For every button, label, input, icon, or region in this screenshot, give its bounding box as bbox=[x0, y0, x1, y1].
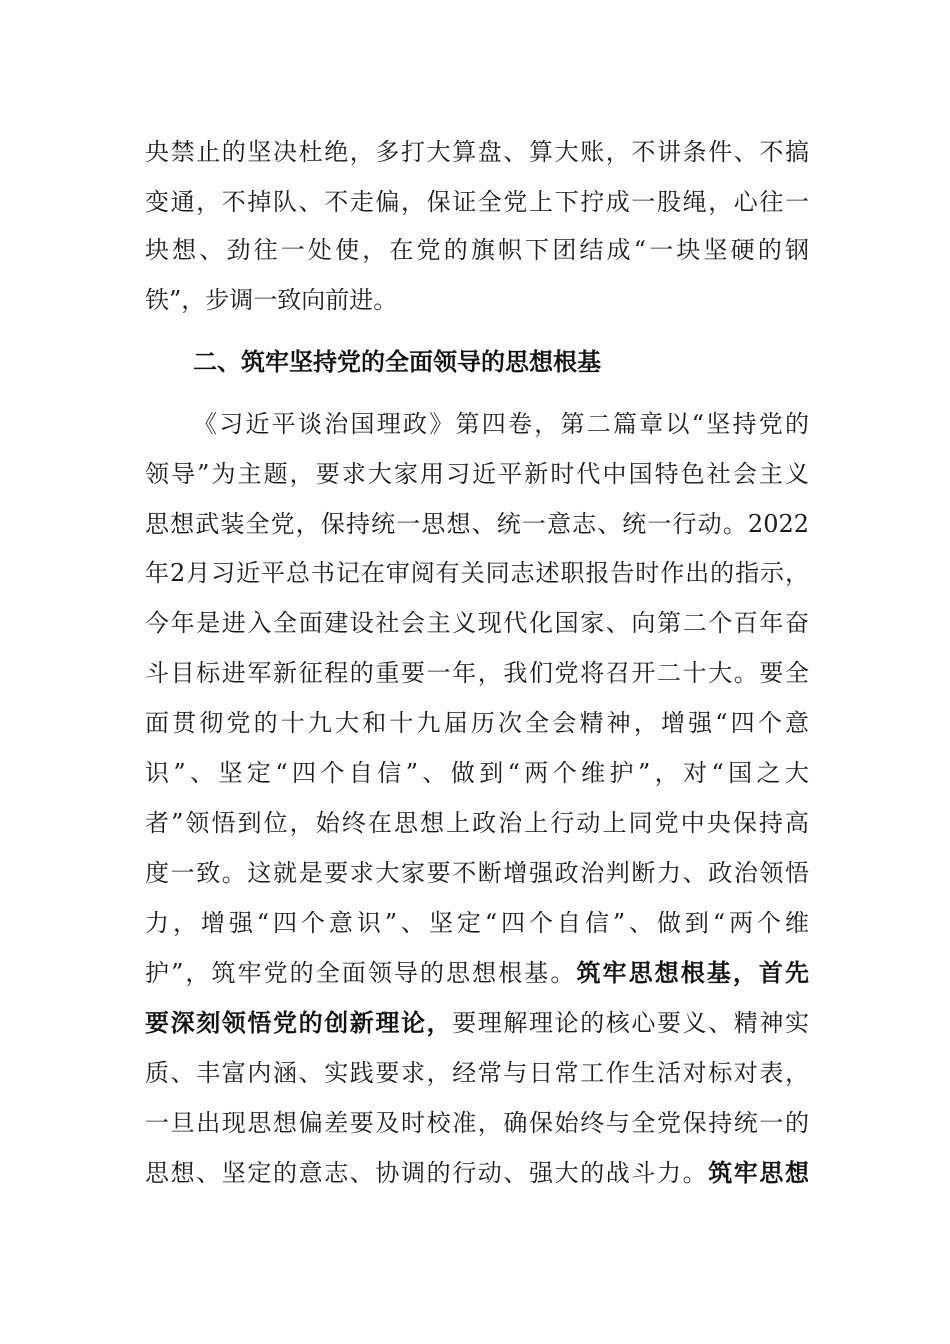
paragraph-line: 面贯彻党的十九大和十九届历次全会精神，增强“四个意 bbox=[145, 709, 809, 737]
paragraph-line: 年2月习近平总书记在审阅有关同志述职报告时作出的指示， bbox=[145, 559, 809, 587]
paragraph-line: 度一致。这就是要求大家要不断增强政治判断力、政治领悟 bbox=[145, 859, 809, 887]
paragraph-line: 质、丰富内涵、实践要求，经常与日常工作生活对标对表， bbox=[145, 1059, 809, 1087]
paragraph-line-mixed bbox=[145, 957, 809, 989]
paragraph-line: 铁”，步调一致向前进。 bbox=[145, 286, 398, 314]
paragraph-line: 央禁止的坚决杜绝，多打大算盘、算大账，不讲条件、不搞 bbox=[145, 138, 809, 166]
paragraph-line: 识”、坚定“四个自信”、做到“两个维护”，对“国之大 bbox=[145, 759, 809, 787]
paragraph-line: 变通，不掉队、不走偏，保证全党上下拧成一股绳，心往一 bbox=[145, 188, 809, 216]
paragraph-line-mixed bbox=[145, 1007, 809, 1039]
paragraph-line: 思想武装全党，保持统一思想、统一意志、统一行动。2022 bbox=[145, 510, 809, 538]
bold-text: 筑牢思想 bbox=[708, 1159, 810, 1187]
paragraph-line: 者”领悟到位，始终在思想上政治上行动上同党中央保持高 bbox=[145, 809, 809, 837]
bold-text: 要深刻领悟党的创新理论， bbox=[145, 1009, 453, 1037]
normal-text: 护”，筑牢党的全面领导的思想根基。 bbox=[145, 959, 577, 987]
paragraph-line: 力，增强“四个意识”、坚定“四个自信”、做到“两个维 bbox=[145, 909, 809, 937]
normal-text: 思想、坚定的意志、协调的行动、强大的战斗力。 bbox=[145, 1159, 709, 1187]
paragraph-line: 《习近平谈治国理政》第四卷，第二篇章以“坚持党的 bbox=[193, 410, 809, 438]
paragraph-line: 领导”为主题，要求大家用习近平新时代中国特色社会主义 bbox=[145, 460, 809, 488]
paragraph-line: 一旦出现思想偏差要及时校准，确保始终与全党保持统一的 bbox=[145, 1109, 809, 1137]
paragraph-line: 块想、劲往一处使，在党的旗帜下团结成“一块坚硬的钢 bbox=[145, 236, 809, 264]
paragraph-line: 斗目标进军新征程的重要一年，我们党将召开二十大。要全 bbox=[145, 659, 809, 687]
paragraph-line: 今年是进入全面建设社会主义现代化国家、向第二个百年奋 bbox=[145, 609, 809, 637]
bold-text: 筑牢思想根基，首先 bbox=[576, 959, 809, 987]
paragraph-line-mixed bbox=[145, 1157, 809, 1189]
section-heading: 二、筑牢坚持党的全面领导的思想根基 bbox=[193, 348, 601, 376]
normal-text: 要理解理论的核心要义、精神实 bbox=[452, 1009, 810, 1037]
